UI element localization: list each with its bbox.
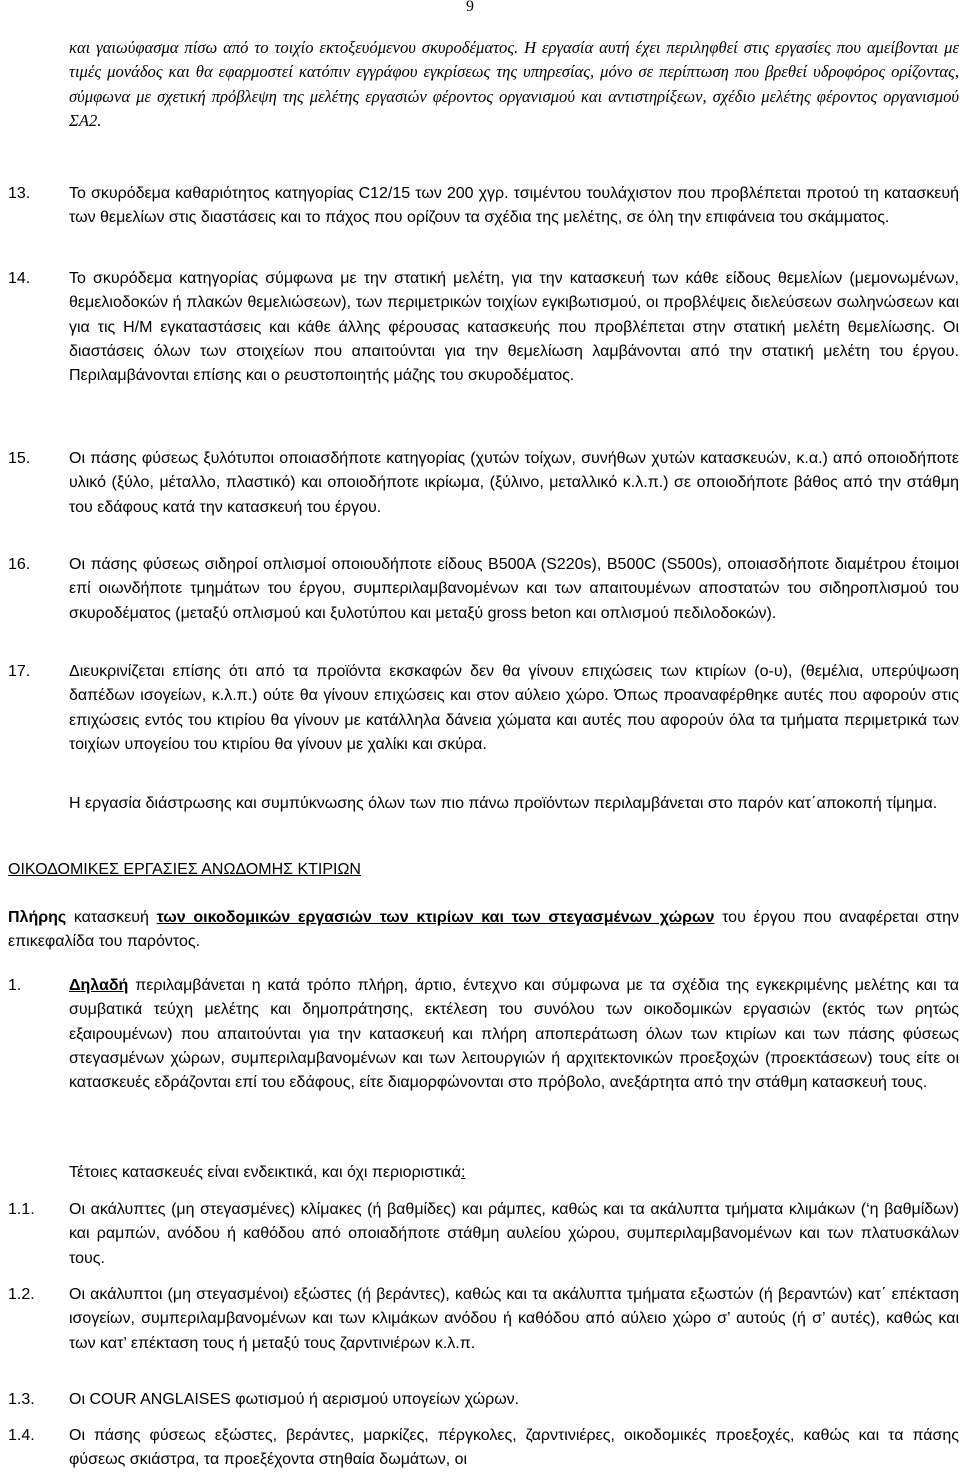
page-number: 9: [466, 0, 474, 15]
item-body: περιλαμβάνεται η κατά τρόπο πλήρη, άρτιο, έντεχνο και σύμφωνα με τα σχέδια της εγκεκριμένης μελέτης και τα συμβατικά τεύχη μελέτης και δημοπράτησης, εκτέλεση του συνόλου των οικοδομικών εργασιών (εκτός των ρητώς εξαιρουμένων) που απαιτούνται για την κατασκευή και πλήρη αποπεράτωση όλων των κτιρίων και των πάσης φύσεως στεγασμένων χώρων, συμπεριλαμβανομένων και των λειτουργιών ή αρχιτεκτονικών προεξοχών (προεκτάσεων) τους είτε οι κατασκευές εδράζονται επί του εδάφους, είτε διαμορφώνονται στο πρόβολο, ανεξάρτητα από την στάθμη κατασκευή τους.: [69, 977, 959, 1092]
item-text: Το σκυρόδεμα κατηγορίας σύμφωνα με την στατική μελέτη, για την κατασκευή των κάθε είδους θεμελίων (μεμονωμένων, θεμελιοδοκών ή πλακών θεμελιώσεων), των περιμετρικών τοιχίων εγκιβωτισμού, οι προβλέψεις διελεύσεων σωληνώσεων και για τις Η/Μ εγκαταστάσεις και κάθε άλλης φέρουσας κατασκευής που προβλέπεται στην στατική μελέτη θεμελίωσης. Οι διαστάσεις όλων των στοιχείων που απαιτούνται για την θεμελίωση λαμβάνονται από την στατική μελέτη του έργου. Περιλαμβάνονται επίσης και ο ρευστοποιητής μάζης του σκυροδέματος.: [69, 270, 959, 385]
list-item-17: [8, 660, 959, 757]
examples-intro: [69, 1161, 959, 1185]
item-number: 17.: [8, 663, 31, 680]
plires-bold: Πλήρης: [8, 909, 67, 926]
item-text: Οι πάσης φύσεως εξώστες, βεράντες, μαρκίζες, πέργκολες, ζαρντινιέρες, οικοδομικές προεξοχές, καθώς και τα πάσης φύσεως σκιάστρα, τα προεξέχοντα στηθαία δωμάτων, οι: [69, 1427, 959, 1469]
item-number: 14.: [8, 270, 31, 287]
item-number: 1.: [8, 977, 22, 994]
list-item-14: [8, 267, 959, 388]
item-text: Οι πάσης φύσεως ξυλότυποι οποιασδήποτε κατηγορίας (χυτών τοίχων, συνήθων χυτών κατασκευών, κ.α.) από οποιοδήποτε υλικό (ξύλο, μέταλλο, πλαστικό) και οποιοδήποτε ικρίωμα, (ξύλινο, μεταλλικό κ.λ.π.) σε οποιοδήποτε βάθος από την στάθμη του εδάφους κατά την κατασκευή του έργου.: [69, 450, 959, 516]
item-number: 1.4.: [8, 1427, 35, 1444]
item-text: Οι ακάλυπτες (μη στεγασμένες) κλίμακες (ή βαθμίδες) και ράμπες, καθώς και τα ακάλυπτα τμήματα κλιμάκων (‘η βαθμίδων) και ραμπών, ανόδου ή καθόδου από οποιαδήποτε στάθμη αυλείου χώρου, συμπεριλαμβανομένων και των πλατυσκάλων τους.: [69, 1201, 959, 1267]
plires-emphasis: των οικοδομικών εργασιών των κτιρίων και των στεγασμένων χώρων: [156, 909, 715, 926]
section-heading: ΟΙΚΟΔΟΜΙΚΕΣ ΕΡΓΑΣΙΕΣ ΑΝΩΔΟΜΗΣ ΚΤΙΡΙΩΝ: [8, 861, 361, 878]
item-text: Οι ακάλυπτοι (μη στεγασμένοι) εξώστες (ή βεράντες), καθώς και τα ακάλυπτα τμήματα εξωστών (ή βεραντών) κατ΄ επέκταση ισογείων, συμπεριλαμβανομένων και των κλιμάκων ανόδου ή καθόδου από αύλειο χώρο σ’ αυτούς (ή σ’ αυτές), καθώς και των κατ’ επέκταση τους ή μεταξύ τους ζαρντινιέρων κ.λ.π.: [69, 1286, 959, 1352]
summary-paragraph: Η εργασία διάστρωσης και συμπύκνωσης όλων των πιο πάνω προϊόντων περιλαμβάνεται στο παρόν κατ΄αποκοπή τίμημα.: [69, 795, 938, 812]
item-bold-lead: Δηλαδή: [69, 977, 129, 994]
list-item-1-4: [8, 1424, 959, 1473]
examples-intro-colon: :: [461, 1164, 466, 1181]
item-number: 1.3.: [8, 1391, 35, 1408]
item-number: 1.1.: [8, 1201, 35, 1218]
list-item-16: [8, 553, 959, 626]
item-number: 1.2.: [8, 1286, 35, 1303]
list-item-15: [8, 447, 959, 520]
item-text: [69, 974, 959, 1095]
plires-mid: κατασκευή: [66, 909, 157, 926]
item-text: Οι πάσης φύσεως σιδηροί οπλισμοί οποιουδήποτε είδους B500A (S220s), B500C (S500s), οποιασδήποτε διαμέτρου έτοιμοι επί οιωνδήποτε τμημάτων του έργου, συμπεριλαμβανομένων και των απαιτουμένων αποστατών του σιδηροπλισμού του σκυροδέματος (μεταξύ οπλισμού και ξυλοτύπου και μεταξύ gross beton και οπλισμού πεδιλοδοκών).: [69, 556, 959, 622]
item-number: 13.: [8, 185, 31, 202]
item-text: Διευκρινίζεται επίσης ότι από τα προϊόντα εκσκαφών δεν θα γίνουν επιχώσεις των κτιρίων (ο-υ), (θεμέλια, υπερύψωση δαπέδων ισογείων, κ.λ.π.) ούτε θα γίνουν επιχώσεις και στον αύλειο χώρο. Όπως προαναφέρθηκε αυτές που αφορούν στις επιχώσεις εντός του κτιρίου θα γίνουν με κατάλληλα δάνεια χώματα και αυτές που αφορούν όλα τα τμήματα περιμετρικά των τοιχίων υπογείου του κτιρίου θα γίνουν με χαλίκι και σκύρα.: [69, 663, 959, 753]
plires-paragraph: [8, 906, 959, 955]
item-text: Οι COUR ANGLAISES φωτισμού ή αερισμού υπογείων χώρων.: [69, 1391, 520, 1408]
intro-paragraph: και γαιωύφασμα πίσω από το τοιχίο εκτοξευόμενου σκυροδέματος. Η εργασία αυτή έχει περιληφθεί στις εργασίες που αμείβονται με τιμές μονάδος και θα εφαρμοστεί κατόπιν εγγράφου εγκρίσεως της υπηρεσίας, μόνο σε περίπτωση που βρεθεί υδροφόρος ορίζοντας, σύμφωνα με σχετική πρόβλεψη της μελέτης εργασιών φέροντος οργανισμού και αντιστηρίξεων, σχέδιο μελέτης φέροντος οργανισμού ΣΑ2.: [69, 38, 959, 131]
item-number: 16.: [8, 556, 31, 573]
list-item-1-3: [8, 1388, 959, 1412]
list-item-1-1: [8, 1198, 959, 1271]
list-item-1-2: [8, 1283, 959, 1356]
list-item-1: [8, 974, 959, 1095]
list-item-13: [8, 182, 959, 231]
item-number: 15.: [8, 450, 31, 467]
plires-rest: του έργου που αναφέρεται στην επικεφαλίδα του παρόντος.: [8, 909, 960, 951]
item-text: Το σκυρόδεμα καθαριότητος κατηγορίας C12/15 των 200 χγρ. τσιμέντου τουλάχιστον που προβλέπεται προτού τη κατασκευή των θεμελίων στις διαστάσεις και το πάχος που ορίζουν τα σχέδια της μελέτης, σε όλη την επιφάνεια του σκάμματος.: [69, 185, 959, 227]
examples-intro-text: Τέτοιες κατασκευές είναι ενδεικτικά, και όχι περιοριστικά: [69, 1164, 462, 1181]
